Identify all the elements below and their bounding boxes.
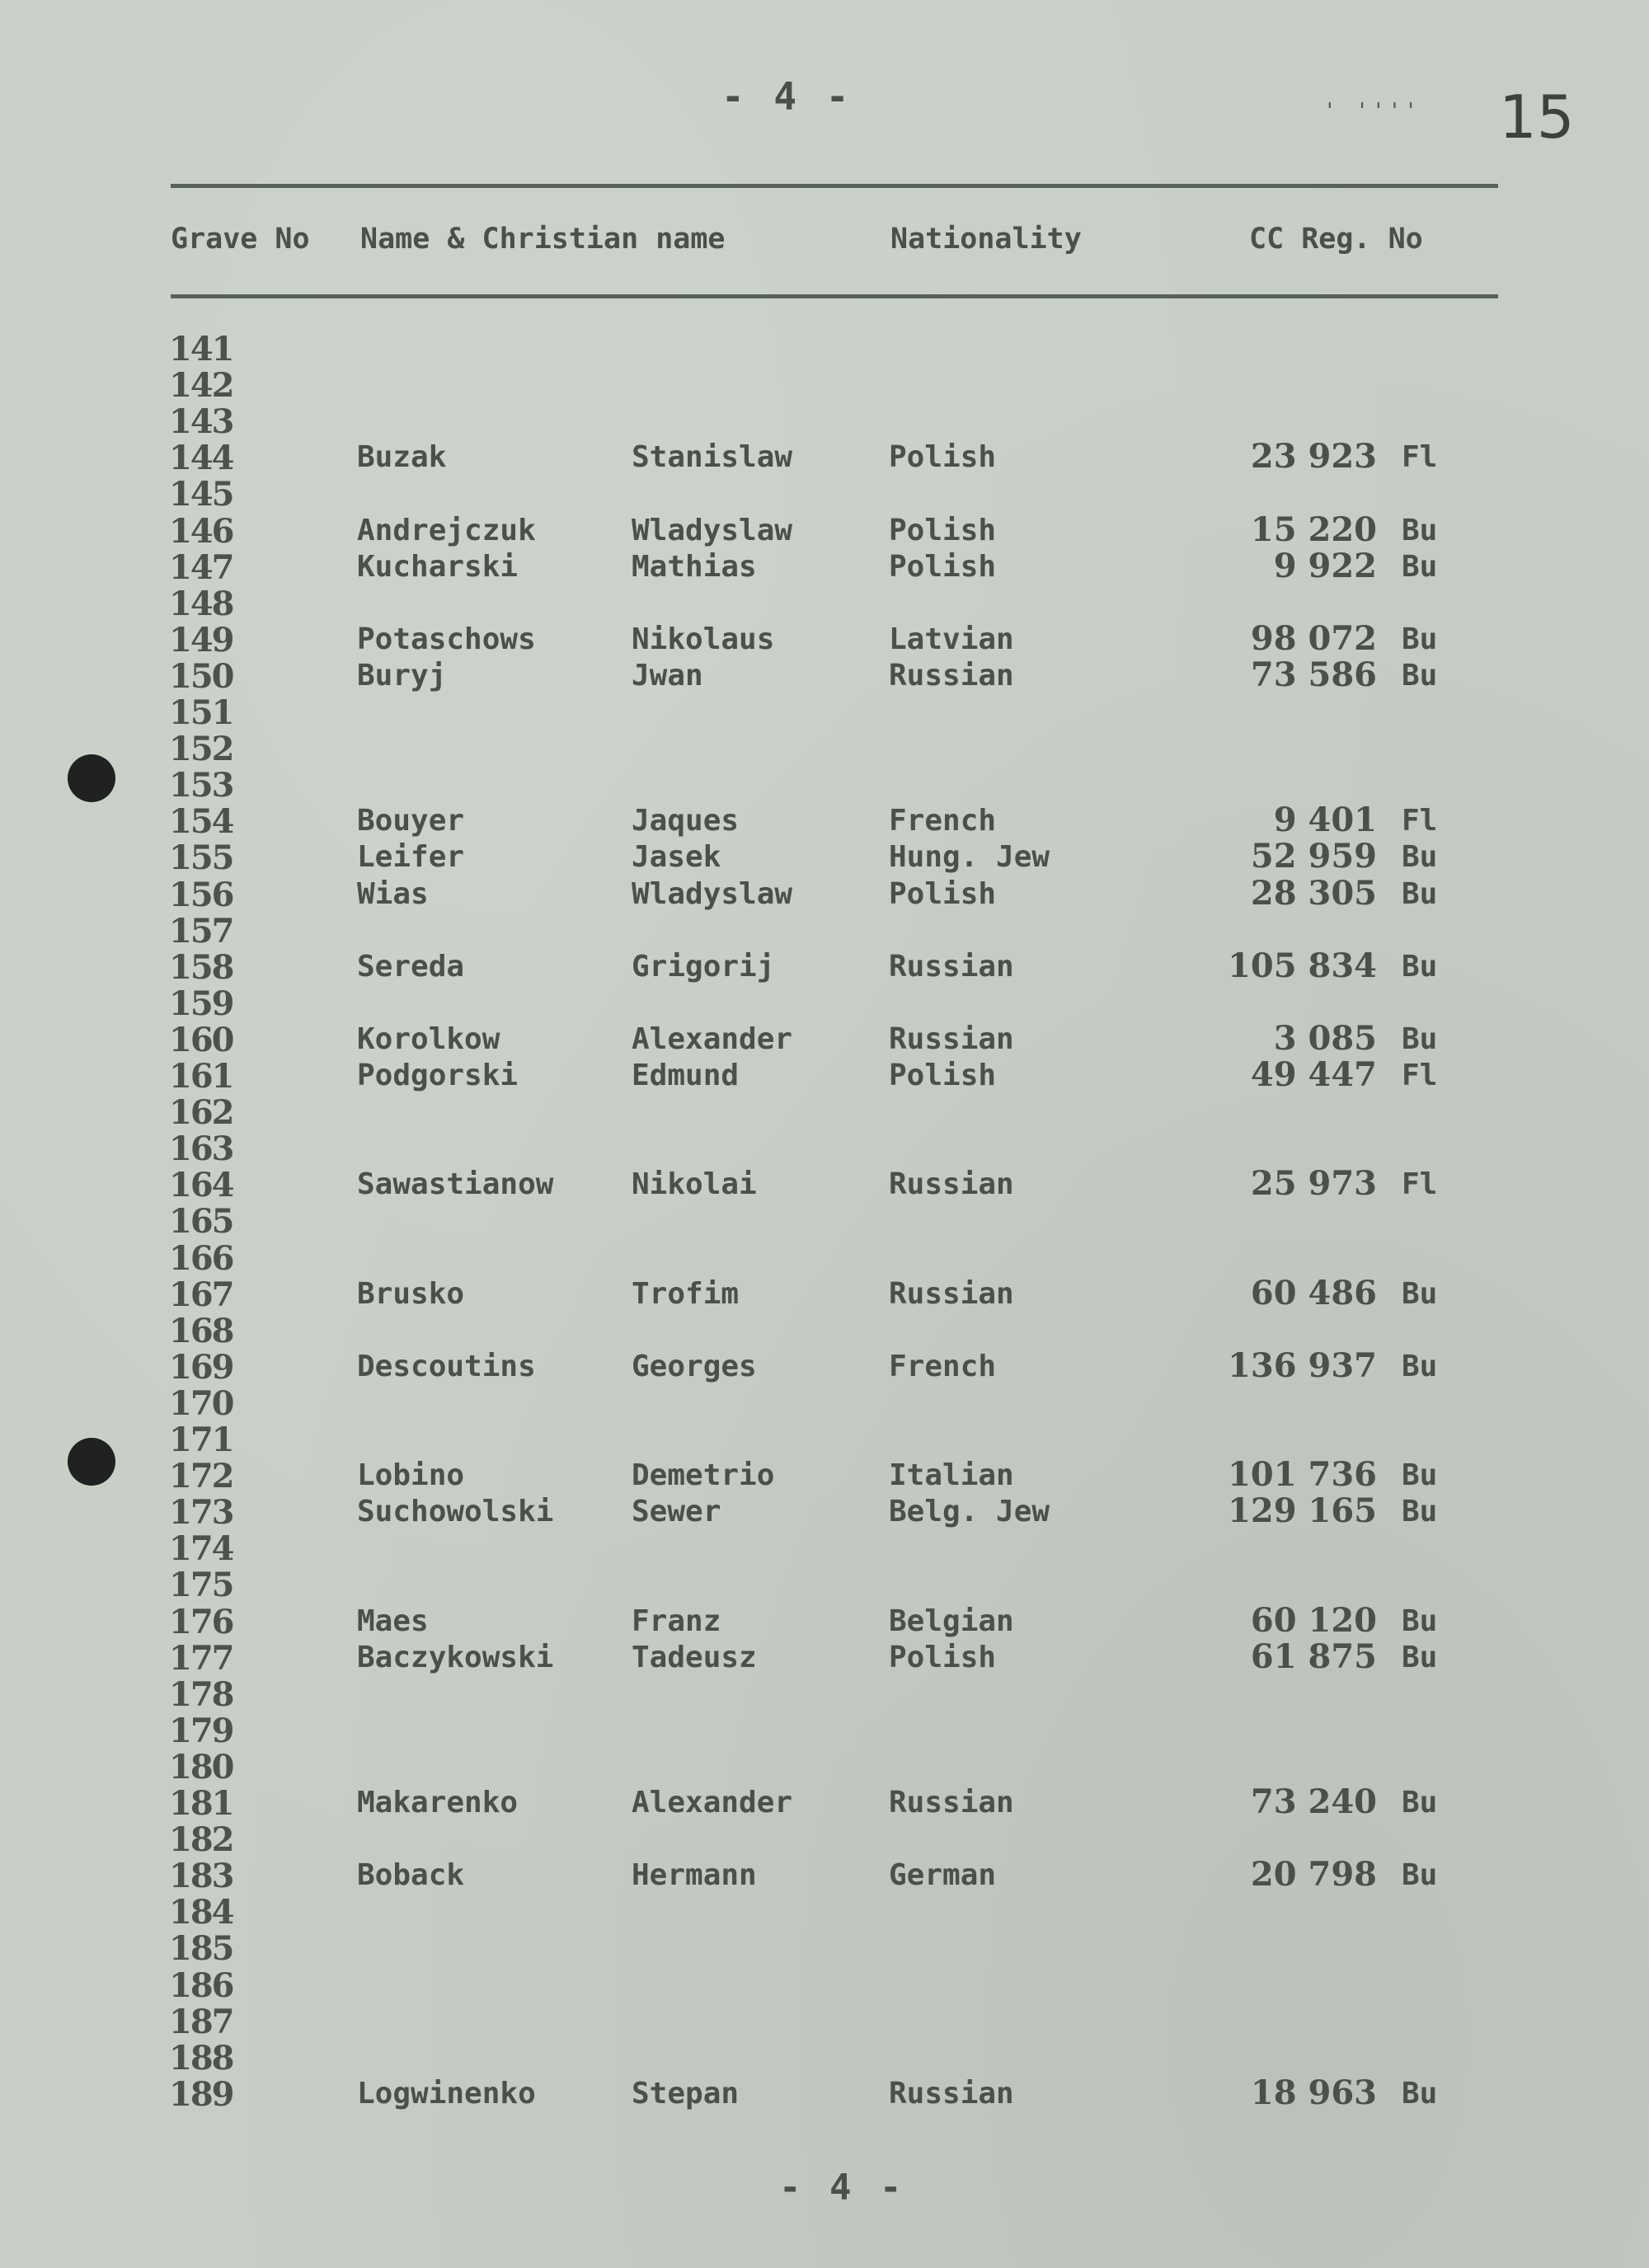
- grave-number: 165: [169, 1202, 233, 1242]
- page-number-top: - 4 -: [721, 74, 853, 119]
- entry-nationality: Russian: [889, 2076, 1014, 2111]
- grave-number: 158: [169, 947, 233, 987]
- grave-number: 166: [169, 1238, 233, 1278]
- entry-given-name: Edmund: [632, 1059, 740, 1092]
- entry-given-name: Nikolaus: [632, 622, 775, 656]
- entry-nationality: Russian: [889, 1276, 1014, 1311]
- entry-surname: Lobino: [357, 1458, 465, 1493]
- entry-camp-code: Bu: [1402, 1604, 1438, 1638]
- grave-number: 147: [169, 547, 233, 587]
- entry-camp-code: Bu: [1402, 513, 1438, 547]
- header-grave-no: Grave No: [171, 223, 310, 256]
- grave-number: 155: [169, 838, 233, 878]
- grave-number: 163: [169, 1129, 233, 1169]
- grave-number: 179: [169, 1711, 233, 1750]
- entry-surname: Makarenko: [357, 1786, 519, 1820]
- page-number-bottom: - 4 -: [779, 2167, 905, 2209]
- grave-number: 150: [169, 656, 233, 696]
- entry-reg-number: 20 798: [1250, 1855, 1377, 1895]
- grave-number: 176: [169, 1602, 233, 1641]
- entry-reg-number: 9 401: [1273, 801, 1377, 840]
- entry-reg-number: 73 240: [1250, 1782, 1377, 1821]
- entry-camp-code: Fl: [1402, 440, 1438, 475]
- grave-number: 182: [169, 1820, 233, 1860]
- entry-given-name: Stepan: [632, 2076, 740, 2111]
- grave-number: 144: [169, 439, 233, 478]
- grave-number: 148: [169, 584, 233, 623]
- grave-number: 189: [169, 2074, 233, 2114]
- grave-number: 159: [169, 984, 233, 1023]
- entry-camp-code: Bu: [1402, 1458, 1438, 1493]
- entry-surname: Baczykowski: [357, 1640, 554, 1674]
- punch-hole: [68, 754, 115, 802]
- grave-number: 152: [169, 730, 233, 769]
- entry-nationality: German: [889, 1858, 997, 1893]
- grave-number: 146: [169, 511, 233, 551]
- entry-reg-number: 23 923: [1250, 437, 1377, 477]
- entry-surname: Sereda: [357, 949, 465, 984]
- entry-camp-code: Bu: [1402, 1021, 1438, 1056]
- grave-number: 186: [169, 1965, 233, 2005]
- grave-number: 183: [169, 1857, 233, 1896]
- entry-surname: Buryj: [357, 658, 447, 693]
- entry-given-name: Georges: [632, 1349, 757, 1383]
- entry-nationality: French: [889, 804, 997, 838]
- entry-surname: Andrejczuk: [357, 513, 536, 547]
- entry-nationality: French: [889, 1349, 997, 1383]
- grave-number: 178: [169, 1674, 233, 1714]
- grave-number: 154: [169, 802, 233, 842]
- entry-surname: Sawastianow: [357, 1167, 554, 1202]
- entry-reg-number: 105 834: [1228, 946, 1377, 985]
- entry-given-name: Sewer: [632, 1495, 721, 1529]
- grave-number: 170: [169, 1383, 233, 1423]
- entry-given-name: Wladyslaw: [632, 513, 793, 547]
- entry-nationality: Russian: [889, 1786, 1014, 1820]
- entry-nationality: Belgian: [889, 1604, 1014, 1638]
- grave-number: 149: [169, 620, 233, 660]
- entry-nationality: Hung. Jew: [889, 840, 1050, 875]
- entry-nationality: Russian: [889, 1167, 1014, 1202]
- entry-nationality: Polish: [889, 549, 997, 584]
- header-top-rule: [171, 184, 1498, 188]
- header-nationality: Nationality: [890, 223, 1082, 256]
- entry-camp-code: Bu: [1402, 876, 1438, 911]
- entry-given-name: Demetrio: [632, 1458, 775, 1493]
- entry-reg-number: 98 072: [1250, 618, 1377, 658]
- grave-number: 173: [169, 1493, 233, 1533]
- entry-surname: Brusko: [357, 1276, 465, 1311]
- entry-reg-number: 15 220: [1250, 509, 1377, 549]
- entry-reg-number: 9 922: [1273, 546, 1377, 585]
- entry-nationality: Russian: [889, 949, 1014, 984]
- entry-reg-number: 52 959: [1250, 837, 1377, 876]
- grave-number: 168: [169, 1311, 233, 1350]
- entry-surname: Descoutins: [357, 1349, 536, 1383]
- entry-given-name: Grigorij: [632, 949, 775, 984]
- grave-number: 167: [169, 1275, 233, 1314]
- entry-surname: Maes: [357, 1604, 429, 1638]
- grave-number: 164: [169, 1166, 233, 1205]
- entry-camp-code: Bu: [1402, 1640, 1438, 1674]
- entry-nationality: Polish: [889, 440, 997, 475]
- entry-given-name: Franz: [632, 1604, 721, 1638]
- entry-surname: Boback: [357, 1858, 465, 1893]
- grave-number: 169: [169, 1347, 233, 1387]
- grave-number: 141: [169, 330, 233, 369]
- entry-reg-number: 60 486: [1250, 1273, 1377, 1312]
- grave-number: 145: [169, 475, 233, 514]
- grave-number: 157: [169, 911, 233, 951]
- entry-surname: Bouyer: [357, 804, 465, 838]
- entry-given-name: Hermann: [632, 1858, 757, 1893]
- entry-camp-code: Bu: [1402, 1858, 1438, 1893]
- grave-number: 151: [169, 693, 233, 732]
- entry-camp-code: Bu: [1402, 1276, 1438, 1311]
- punch-hole: [68, 1438, 115, 1486]
- entry-reg-number: 129 165: [1228, 1491, 1377, 1531]
- entry-given-name: Trofim: [632, 1276, 740, 1311]
- entry-reg-number: 60 120: [1250, 1600, 1377, 1640]
- entry-reg-number: 25 973: [1250, 1164, 1377, 1204]
- entry-camp-code: Bu: [1402, 622, 1438, 656]
- header-bottom-rule: [171, 294, 1498, 298]
- entry-surname: Kucharski: [357, 549, 519, 584]
- entry-camp-code: Bu: [1402, 1349, 1438, 1383]
- entry-nationality: Polish: [889, 1640, 997, 1674]
- header-name: Name & Christian name: [360, 223, 726, 256]
- entry-given-name: Stanislaw: [632, 440, 793, 475]
- entry-camp-code: Bu: [1402, 1495, 1438, 1529]
- grave-number: 177: [169, 1638, 233, 1678]
- entry-reg-number: 18 963: [1250, 2073, 1377, 2112]
- header-reg-no: CC Reg. No: [1249, 223, 1423, 256]
- entry-camp-code: Bu: [1402, 1786, 1438, 1820]
- entry-reg-number: 61 875: [1250, 1636, 1377, 1676]
- entry-reg-number: 28 305: [1250, 873, 1377, 913]
- grave-number: 181: [169, 1784, 233, 1823]
- entry-camp-code: Bu: [1402, 840, 1438, 875]
- grave-number: 188: [169, 2038, 233, 2078]
- entry-given-name: Wladyslaw: [632, 876, 793, 911]
- grave-number: 184: [169, 1893, 233, 1932]
- archive-marks: ' '''': [1323, 99, 1421, 124]
- grave-number: 162: [169, 1093, 233, 1133]
- entry-nationality: Polish: [889, 513, 997, 547]
- entry-nationality: Latvian: [889, 622, 1014, 656]
- entry-nationality: Polish: [889, 1059, 997, 1092]
- entry-nationality: Russian: [889, 658, 1014, 693]
- entry-given-name: Alexander: [632, 1021, 793, 1056]
- grave-number: 142: [169, 366, 233, 406]
- grave-number: 174: [169, 1529, 233, 1569]
- entry-given-name: Jwan: [632, 658, 703, 693]
- entry-reg-number: 101 736: [1228, 1455, 1377, 1495]
- entry-reg-number: 136 937: [1228, 1345, 1377, 1385]
- entry-camp-code: Bu: [1402, 2076, 1438, 2111]
- grave-number: 160: [169, 1020, 233, 1059]
- entry-surname: Logwinenko: [357, 2076, 536, 2111]
- grave-number: 187: [169, 2002, 233, 2041]
- entry-surname: Wias: [357, 876, 429, 911]
- entry-given-name: Tadeusz: [632, 1640, 757, 1674]
- entry-given-name: Mathias: [632, 549, 757, 584]
- entry-nationality: Polish: [889, 876, 997, 911]
- entry-given-name: Jaques: [632, 804, 740, 838]
- entry-camp-code: Fl: [1402, 1059, 1438, 1092]
- entry-camp-code: Bu: [1402, 549, 1438, 584]
- grave-number: 180: [169, 1747, 233, 1787]
- entry-surname: Buzak: [357, 440, 447, 475]
- grave-number: 153: [169, 766, 233, 805]
- entry-reg-number: 73 586: [1250, 655, 1377, 694]
- entry-camp-code: Fl: [1402, 804, 1438, 838]
- grave-number: 156: [169, 875, 233, 914]
- grave-number: 161: [169, 1057, 233, 1096]
- entry-nationality: Italian: [889, 1458, 1014, 1493]
- grave-number: 172: [169, 1457, 233, 1496]
- entry-given-name: Jasek: [632, 840, 721, 875]
- entry-camp-code: Fl: [1402, 1167, 1438, 1202]
- grave-number: 185: [169, 1929, 233, 1969]
- entry-nationality: Russian: [889, 1021, 1014, 1056]
- entry-given-name: Nikolai: [632, 1167, 757, 1202]
- grave-number: 143: [169, 402, 233, 442]
- entry-reg-number: 49 447: [1250, 1055, 1377, 1094]
- entry-surname: Podgorski: [357, 1059, 519, 1092]
- entry-surname: Potaschows: [357, 622, 536, 656]
- entry-nationality: Belg. Jew: [889, 1495, 1050, 1529]
- archive-number: 15: [1499, 82, 1575, 152]
- entry-reg-number: 3 085: [1273, 1018, 1377, 1058]
- entry-camp-code: Bu: [1402, 658, 1438, 693]
- entry-surname: Leifer: [357, 840, 465, 875]
- entry-surname: Suchowolski: [357, 1495, 554, 1529]
- entry-camp-code: Bu: [1402, 949, 1438, 984]
- grave-number: 175: [169, 1566, 233, 1605]
- grave-number: 171: [169, 1420, 233, 1459]
- entry-surname: Korolkow: [357, 1021, 500, 1056]
- entry-given-name: Alexander: [632, 1786, 793, 1820]
